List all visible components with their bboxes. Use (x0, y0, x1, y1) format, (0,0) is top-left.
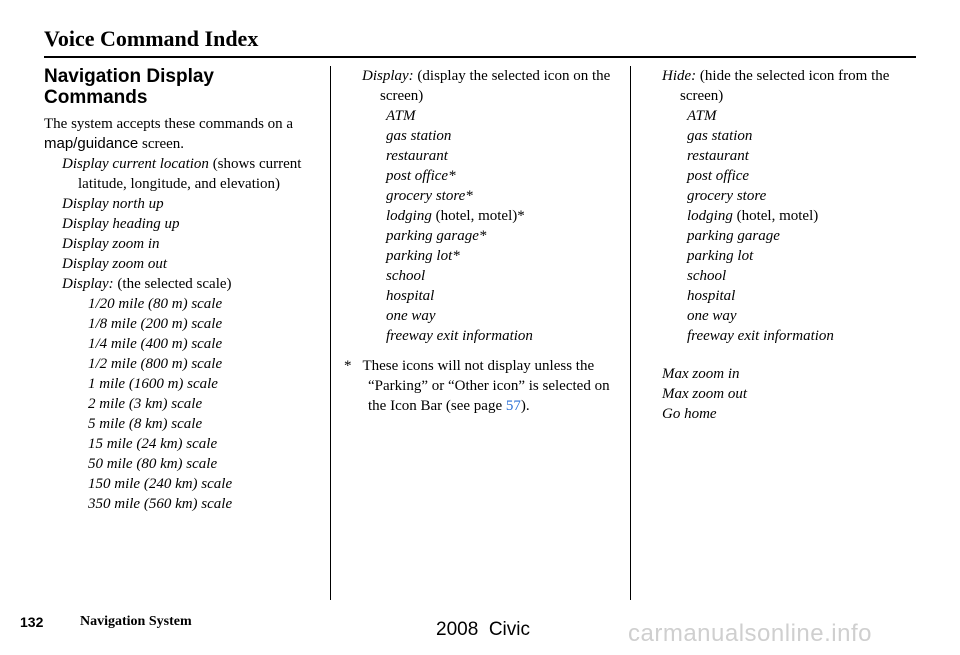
scale-item: 150 mile (240 km) scale (88, 476, 233, 492)
column-divider (330, 66, 331, 600)
icon-item: one way (386, 308, 436, 324)
intro-paragraph (44, 114, 322, 154)
middle-column (344, 66, 619, 416)
scale-item: 1 mile (1600 m) scale (88, 376, 218, 392)
command-description: (display the selected icon on the screen) (380, 68, 611, 104)
command-item: Display north up (62, 196, 164, 212)
icon-item: hospital (386, 288, 435, 304)
icon-item: freeway exit information (386, 328, 533, 344)
display-scale-command (44, 274, 322, 294)
icon-item: gas station (687, 128, 753, 144)
icon-item: hospital (687, 288, 736, 304)
icon-item: school (386, 268, 426, 284)
scale-list (44, 294, 322, 514)
scale-item: 350 mile (560 km) scale (88, 496, 233, 512)
intro-text-end: screen. (138, 136, 185, 152)
command-description: (the selected scale) (113, 276, 232, 292)
command-item: Display zoom in (62, 236, 160, 252)
icon-item: lodging (hotel, motel) (687, 208, 819, 224)
command-text: Display: (62, 276, 114, 292)
icon-item: parking garage (687, 228, 780, 244)
footer-section-label: Navigation System (80, 614, 192, 629)
title-divider (44, 56, 916, 58)
scale-item: 1/2 mile (800 m) scale (88, 356, 223, 372)
icon-item: ATM (687, 108, 717, 124)
scale-item: 1/20 mile (80 m) scale (88, 296, 223, 312)
icon-item: restaurant (386, 148, 448, 164)
icon-item: post office* (386, 168, 456, 184)
site-watermark: carmanualsonline.info (628, 620, 872, 647)
icon-item: parking lot* (386, 248, 460, 264)
command-item: Go home (662, 406, 717, 422)
model-watermark: 2008 Civic (436, 619, 530, 640)
page-title: Voice Command Index (44, 26, 259, 51)
scale-item: 15 mile (24 km) scale (88, 436, 218, 452)
command-item: Max zoom in (662, 366, 740, 382)
scale-item: 50 mile (80 km) scale (88, 456, 218, 472)
scale-item: 1/4 mile (400 m) scale (88, 336, 223, 352)
icon-item: parking lot (687, 248, 754, 264)
page-link[interactable]: 57 (505, 398, 521, 414)
display-current-location-command (44, 154, 322, 194)
page-number: 132 (20, 614, 44, 630)
icon-item: grocery store* (386, 188, 473, 204)
scale-item: 5 mile (8 km) scale (88, 416, 203, 432)
left-column (44, 66, 322, 514)
scale-item: 1/8 mile (200 m) scale (88, 316, 223, 332)
icon-item: restaurant (687, 148, 749, 164)
icon-item: school (687, 268, 727, 284)
command-description: (hide the selected icon from the screen) (680, 68, 890, 104)
command-item: Max zoom out (662, 386, 747, 402)
icon-item: grocery store (687, 188, 767, 204)
section-heading: Navigation Display Commands (44, 66, 214, 108)
icon-item: one way (687, 308, 737, 324)
icon-item: post office (687, 168, 750, 184)
footnote: * These icons will not display unless the “Parking” or “Other icon” is selected on the Icon Bar (see page 57). (344, 358, 610, 414)
right-column (660, 66, 920, 424)
hide-icon-command (662, 66, 920, 106)
icon-item: ATM (386, 108, 416, 124)
icon-item: parking garage* (386, 228, 487, 244)
icon-list (660, 106, 920, 346)
command-text: Display current location (62, 156, 209, 172)
command-item: Display zoom out (62, 256, 167, 272)
icon-list (344, 106, 619, 346)
scale-item: 2 mile (3 km) scale (88, 396, 203, 412)
icon-item: gas station (386, 128, 452, 144)
icon-item: lodging (hotel, motel)* (386, 208, 525, 224)
display-icon-command (344, 66, 619, 106)
command-text: Hide: (662, 68, 697, 84)
command-text: Display: (362, 68, 414, 84)
command-list (662, 364, 920, 424)
intro-term: map/guidance (44, 135, 139, 152)
icon-item: freeway exit information (687, 328, 834, 344)
column-divider (630, 66, 631, 600)
intro-text: The system accepts these commands on a (44, 116, 294, 132)
command-description: (shows current latitude, longitude, and elevation) (78, 156, 302, 192)
command-item: Display heading up (62, 216, 180, 232)
